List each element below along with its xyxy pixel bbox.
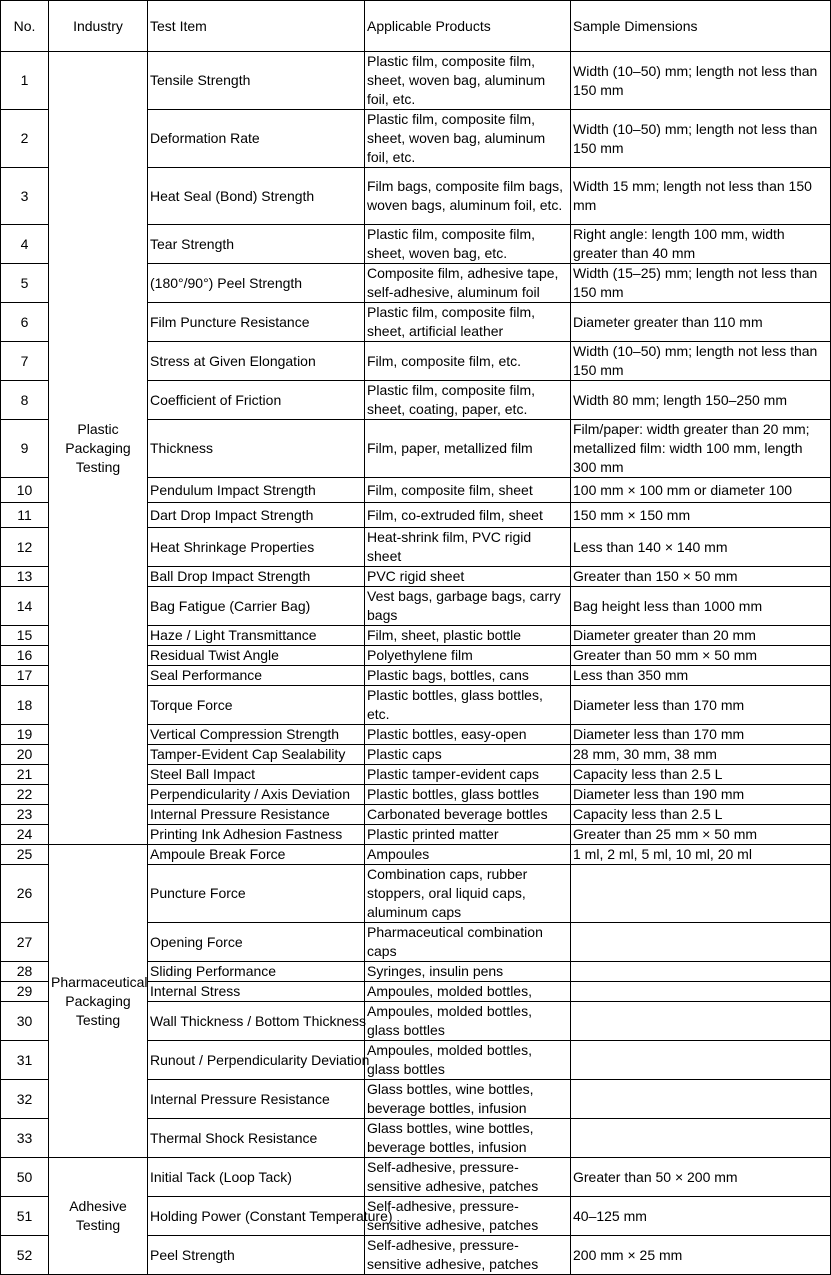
header-products: Applicable Products [365, 1, 571, 52]
test-item-cell: Tensile Strength [148, 52, 365, 110]
row-number: 18 [1, 686, 49, 725]
row-number: 8 [1, 381, 49, 420]
products-cell: Self-adhesive, pressure-sensitive adhesive, patches [365, 1197, 571, 1236]
dimensions-cell: Width 80 mm; length 150–250 mm [571, 381, 831, 420]
row-number: 20 [1, 745, 49, 765]
products-cell: Pharmaceutical combination caps [365, 923, 571, 962]
row-number: 3 [1, 168, 49, 225]
industry-adhesive: Adhesive Testing [49, 1158, 148, 1275]
dimensions-cell: Greater than 50 mm × 50 mm [571, 646, 831, 666]
products-cell: Ampoules, molded bottles, glass bottles [365, 1002, 571, 1041]
row-number: 24 [1, 825, 49, 845]
dimensions-cell: Width (10–50) mm; length not less than 150 mm [571, 52, 831, 110]
test-item-cell: Printing Ink Adhesion Fastness [148, 825, 365, 845]
row-number: 16 [1, 646, 49, 666]
dimensions-cell [571, 962, 831, 982]
row-number: 27 [1, 923, 49, 962]
dimensions-cell [571, 865, 831, 923]
row-number: 29 [1, 982, 49, 1002]
test-item-cell: Ampoule Break Force [148, 845, 365, 865]
dimensions-cell: 28 mm, 30 mm, 38 mm [571, 745, 831, 765]
row-number: 33 [1, 1119, 49, 1158]
dimensions-cell: Greater than 50 × 200 mm [571, 1158, 831, 1197]
row-number: 52 [1, 1236, 49, 1275]
products-cell: Ampoules [365, 845, 571, 865]
dimensions-cell: Greater than 25 mm × 50 mm [571, 825, 831, 845]
row-number: 26 [1, 865, 49, 923]
row-number: 13 [1, 567, 49, 587]
products-cell: Plastic film, composite film, sheet, woven bag, aluminum foil, etc. [365, 110, 571, 168]
test-item-cell: Residual Twist Angle [148, 646, 365, 666]
row-number: 4 [1, 225, 49, 264]
table-row [1, 845, 831, 865]
test-item-cell: Deformation Rate [148, 110, 365, 168]
dimensions-cell: Diameter greater than 20 mm [571, 626, 831, 646]
products-cell: Film, co-extruded film, sheet [365, 503, 571, 528]
test-item-cell: Steel Ball Impact [148, 765, 365, 785]
products-cell: Composite film, adhesive tape, self-adhesive, aluminum foil [365, 264, 571, 303]
row-number: 25 [1, 845, 49, 865]
header-no: No. [1, 1, 49, 52]
test-item-cell: Runout / Perpendicularity Deviation [148, 1041, 365, 1080]
products-cell: Ampoules, molded bottles, glass bottles [365, 1041, 571, 1080]
dimensions-cell: 1 ml, 2 ml, 5 ml, 10 ml, 20 ml [571, 845, 831, 865]
products-cell: Plastic bags, bottles, cans [365, 666, 571, 686]
dimensions-cell: Right angle: length 100 mm, width greater than 40 mm [571, 225, 831, 264]
products-cell: Plastic bottles, easy-open [365, 725, 571, 745]
test-item-cell: Dart Drop Impact Strength [148, 503, 365, 528]
dimensions-cell: Film/paper: width greater than 20 mm; metallized film: width 100 mm, length 300 mm [571, 420, 831, 478]
test-item-cell: Peel Strength [148, 1236, 365, 1275]
products-cell: Glass bottles, wine bottles, beverage bottles, infusion [365, 1080, 571, 1119]
dimensions-cell [571, 1002, 831, 1041]
dimensions-cell: Width (10–50) mm; length not less than 150 mm [571, 342, 831, 381]
row-number: 51 [1, 1197, 49, 1236]
products-cell: Film bags, composite film bags, woven bags, aluminum foil, etc. [365, 168, 571, 225]
dimensions-cell: Capacity less than 2.5 L [571, 805, 831, 825]
dimensions-cell: Width (10–50) mm; length not less than 150 mm [571, 110, 831, 168]
dimensions-cell: Width (15–25) mm; length not less than 150 mm [571, 264, 831, 303]
row-number: 30 [1, 1002, 49, 1041]
test-item-cell: Stress at Given Elongation [148, 342, 365, 381]
products-cell: Film, sheet, plastic bottle [365, 626, 571, 646]
test-item-cell: Opening Force [148, 923, 365, 962]
test-item-cell: Holding Power (Constant Temperature) [148, 1197, 365, 1236]
row-number: 23 [1, 805, 49, 825]
test-item-cell: Heat Seal (Bond) Strength [148, 168, 365, 225]
test-item-cell: Seal Performance [148, 666, 365, 686]
dimensions-cell [571, 923, 831, 962]
products-cell: Film, composite film, etc. [365, 342, 571, 381]
row-number: 22 [1, 785, 49, 805]
header-row [1, 1, 831, 52]
row-number: 28 [1, 962, 49, 982]
dimensions-cell [571, 1119, 831, 1158]
row-number: 12 [1, 528, 49, 567]
products-cell: PVC rigid sheet [365, 567, 571, 587]
table-body [1, 52, 831, 1275]
header-test-item: Test Item [148, 1, 365, 52]
test-item-cell: Perpendicularity / Axis Deviation [148, 785, 365, 805]
dimensions-cell: Less than 350 mm [571, 666, 831, 686]
industry-pharmaceutical-packaging: Pharmaceutical Packaging Testing [49, 845, 148, 1158]
test-item-cell: Sliding Performance [148, 962, 365, 982]
dimensions-cell: Diameter less than 170 mm [571, 686, 831, 725]
test-item-cell: Wall Thickness / Bottom Thickness [148, 1002, 365, 1041]
products-cell: Plastic bottles, glass bottles [365, 785, 571, 805]
products-cell: Combination caps, rubber stoppers, oral liquid caps, aluminum caps [365, 865, 571, 923]
test-item-cell: Coefficient of Friction [148, 381, 365, 420]
products-cell: Heat-shrink film, PVC rigid sheet [365, 528, 571, 567]
test-item-cell: Film Puncture Resistance [148, 303, 365, 342]
test-item-cell: Initial Tack (Loop Tack) [148, 1158, 365, 1197]
products-cell: Syringes, insulin pens [365, 962, 571, 982]
row-number: 31 [1, 1041, 49, 1080]
dimensions-cell: Diameter greater than 110 mm [571, 303, 831, 342]
table-row [1, 52, 831, 110]
header-industry: Industry [49, 1, 148, 52]
row-number: 9 [1, 420, 49, 478]
test-item-cell: Torque Force [148, 686, 365, 725]
industry-plastic-packaging: Plastic Packaging Testing [49, 52, 148, 845]
header-dimensions: Sample Dimensions [571, 1, 831, 52]
test-item-cell: Thermal Shock Resistance [148, 1119, 365, 1158]
dimensions-cell: Diameter less than 170 mm [571, 725, 831, 745]
dimensions-cell [571, 1080, 831, 1119]
products-cell: Plastic bottles, glass bottles, etc. [365, 686, 571, 725]
test-item-cell: Heat Shrinkage Properties [148, 528, 365, 567]
row-number: 7 [1, 342, 49, 381]
dimensions-cell: Less than 140 × 140 mm [571, 528, 831, 567]
row-number: 14 [1, 587, 49, 626]
test-item-cell: Bag Fatigue (Carrier Bag) [148, 587, 365, 626]
test-item-cell: (180°/90°) Peel Strength [148, 264, 365, 303]
row-number: 2 [1, 110, 49, 168]
products-cell: Plastic caps [365, 745, 571, 765]
test-item-cell: Thickness [148, 420, 365, 478]
row-number: 11 [1, 503, 49, 528]
test-item-cell: Internal Stress [148, 982, 365, 1002]
products-cell: Ampoules, molded bottles, [365, 982, 571, 1002]
row-number: 10 [1, 478, 49, 503]
products-cell: Plastic film, composite film, sheet, woven bag, aluminum foil, etc. [365, 52, 571, 110]
dimensions-cell: 100 mm × 100 mm or diameter 100 [571, 478, 831, 503]
test-item-cell: Haze / Light Transmittance [148, 626, 365, 646]
products-cell: Plastic film, composite film, sheet, coating, paper, etc. [365, 381, 571, 420]
products-cell: Glass bottles, wine bottles, beverage bottles, infusion [365, 1119, 571, 1158]
products-cell: Self-adhesive, pressure-sensitive adhesive, patches [365, 1158, 571, 1197]
test-item-cell: Vertical Compression Strength [148, 725, 365, 745]
test-item-cell: Puncture Force [148, 865, 365, 923]
products-cell: Film, paper, metallized film [365, 420, 571, 478]
row-number: 50 [1, 1158, 49, 1197]
products-cell: Plastic tamper-evident caps [365, 765, 571, 785]
table-row [1, 1158, 831, 1197]
dimensions-cell: Capacity less than 2.5 L [571, 765, 831, 785]
row-number: 1 [1, 52, 49, 110]
products-cell: Plastic film, composite film, sheet, artificial leather [365, 303, 571, 342]
row-number: 15 [1, 626, 49, 646]
dimensions-cell: Greater than 150 × 50 mm [571, 567, 831, 587]
products-cell: Self-adhesive, pressure-sensitive adhesive, patches [365, 1236, 571, 1275]
test-item-cell: Tamper-Evident Cap Sealability [148, 745, 365, 765]
dimensions-cell [571, 982, 831, 1002]
products-cell: Polyethylene film [365, 646, 571, 666]
row-number: 6 [1, 303, 49, 342]
test-item-cell: Pendulum Impact Strength [148, 478, 365, 503]
row-number: 5 [1, 264, 49, 303]
test-item-cell: Ball Drop Impact Strength [148, 567, 365, 587]
dimensions-cell [571, 1041, 831, 1080]
products-cell: Plastic printed matter [365, 825, 571, 845]
products-cell: Film, composite film, sheet [365, 478, 571, 503]
dimensions-cell: Bag height less than 1000 mm [571, 587, 831, 626]
products-cell: Plastic film, composite film, sheet, woven bag, etc. [365, 225, 571, 264]
test-item-cell: Tear Strength [148, 225, 365, 264]
test-item-cell: Internal Pressure Resistance [148, 805, 365, 825]
dimensions-cell: Diameter less than 190 mm [571, 785, 831, 805]
row-number: 19 [1, 725, 49, 745]
products-cell: Vest bags, garbage bags, carry bags [365, 587, 571, 626]
dimensions-cell: 150 mm × 150 mm [571, 503, 831, 528]
row-number: 17 [1, 666, 49, 686]
row-number: 21 [1, 765, 49, 785]
dimensions-cell: 40–125 mm [571, 1197, 831, 1236]
test-item-cell: Internal Pressure Resistance [148, 1080, 365, 1119]
dimensions-cell: 200 mm × 25 mm [571, 1236, 831, 1275]
row-number: 32 [1, 1080, 49, 1119]
dimensions-cell: Width 15 mm; length not less than 150 mm [571, 168, 831, 225]
products-cell: Carbonated beverage bottles [365, 805, 571, 825]
